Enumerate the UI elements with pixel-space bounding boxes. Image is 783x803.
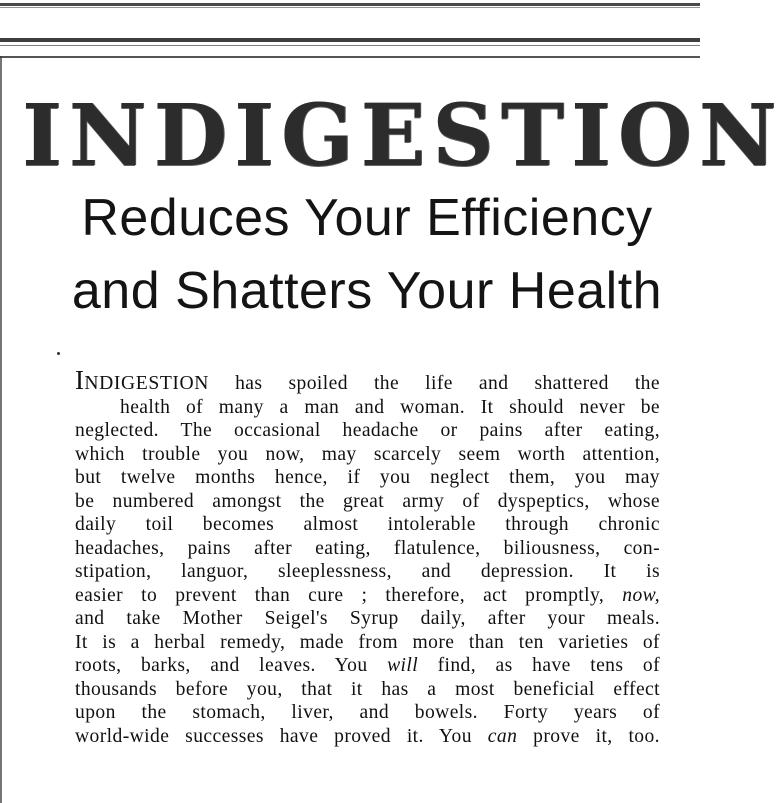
- body-line: upon the stomach, liver, and bowels. Forty years of: [75, 702, 660, 723]
- body-line: thousands before you, that it has a most beneficial effect: [75, 678, 660, 700]
- body-text: world-wide successes have proved it. You: [75, 725, 472, 747]
- ad-border-top: [0, 56, 700, 58]
- emphasis-will: will: [387, 655, 419, 676]
- body-line: stipation, languor, sleeplessness, and depression. It is: [75, 561, 660, 582]
- body-text: easier to prevent than cure ; therefore, act promptly,: [75, 584, 605, 606]
- body-text: prove it, too.: [533, 725, 660, 747]
- body-line: [75, 365, 660, 396]
- headline: INDIGESTION: [22, 86, 783, 186]
- masthead-rules: [0, 0, 700, 60]
- top-thin-rule: [0, 7, 700, 8]
- body-line: and take Mother Seigel's Syrup daily, after your meals.: [75, 608, 660, 629]
- body-line: [75, 725, 660, 749]
- body-line: but twelve months hence, if you neglect them, you may: [75, 467, 660, 488]
- advert-body: [75, 365, 660, 748]
- lead-in-caps: NDIGESTION: [84, 373, 210, 394]
- body-line: It is a herbal remedy, made from more than ten varieties of: [75, 631, 660, 653]
- subheadline-line-1: Reduces Your Efficiency: [81, 189, 653, 247]
- body-line: which trouble you now, may scarcely seem worth attention,: [75, 443, 660, 465]
- column-thin-rule: [0, 45, 700, 46]
- body-line: [75, 654, 660, 678]
- column-rule: [0, 38, 700, 42]
- emphasis-can: can: [487, 725, 518, 747]
- print-speck: [57, 352, 60, 355]
- body-line: neglected. The occasional headache or pains after eating,: [75, 420, 660, 441]
- subheadline-line-2: and Shatters Your Health: [71, 262, 663, 320]
- body-text: find, as have tens of: [437, 655, 660, 676]
- body-text: has spoiled the life and shattered the: [235, 373, 660, 394]
- drop-cap: I: [75, 365, 85, 395]
- body-line: be numbered amongst the great army of dyspeptics, whose: [75, 490, 660, 512]
- body-line: health of many a man and woman. It should never be: [120, 396, 660, 418]
- body-line: daily toil becomes almost intolerable through chronic: [75, 514, 660, 535]
- body-text: roots, barks, and leaves. You: [75, 655, 368, 676]
- body-line: headaches, pains after eating, flatulence, biliousness, con-: [75, 537, 660, 559]
- emphasis-now: now,: [622, 584, 660, 606]
- ad-border-left: [0, 56, 2, 803]
- body-line: [75, 584, 660, 608]
- top-rule: [0, 3, 700, 6]
